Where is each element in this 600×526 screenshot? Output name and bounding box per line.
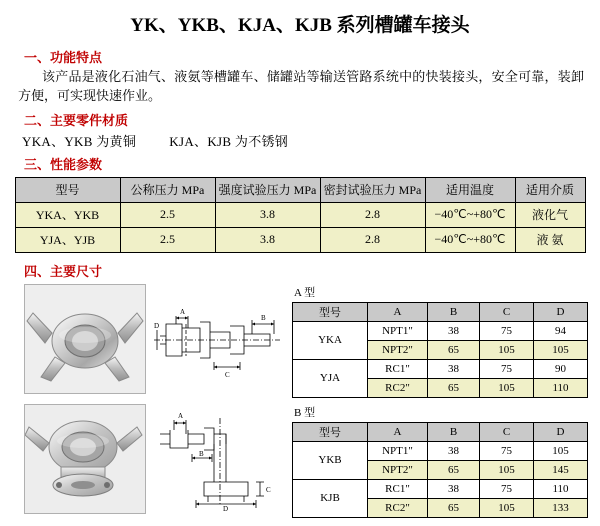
table-row	[293, 321, 588, 340]
material-line	[22, 131, 588, 150]
table-row	[15, 227, 585, 252]
material-text-b: KJA、KJB 为不锈钢	[169, 133, 289, 149]
dim-b-header-cell: D	[534, 422, 588, 441]
dim-a-cell: 105	[480, 340, 534, 359]
coupling-photo-type-b	[24, 404, 146, 514]
dim-a-header-cell: A	[368, 302, 428, 321]
dim-a-cell: 105	[534, 340, 588, 359]
dim-b-cell: 38	[428, 479, 480, 498]
dim-b-cell: RC1"	[368, 479, 428, 498]
dimension-table-b-wrap	[292, 404, 592, 518]
dim-a-cell: 110	[534, 378, 588, 397]
svg-text:A: A	[178, 411, 184, 420]
dim-b-cell: 105	[534, 441, 588, 460]
perf-header-cell: 密封试验压力 MPa	[320, 177, 425, 202]
dim-a-cell: 65	[428, 340, 480, 359]
dimension-table-b	[292, 422, 588, 518]
dim-b-cell: RC2"	[368, 498, 428, 517]
dim-b-header-cell: B	[428, 422, 480, 441]
coupling-drawing-type-a	[152, 284, 282, 392]
dimension-row-a	[12, 284, 588, 398]
dim-a-model-cell: YKA	[293, 321, 368, 359]
perf-cell: 3.8	[215, 202, 320, 227]
table-row	[293, 441, 588, 460]
dim-a-cell: 75	[480, 321, 534, 340]
dim-a-cell: NPT2"	[368, 340, 428, 359]
dim-a-header-cell: D	[534, 302, 588, 321]
table-header-row	[293, 422, 588, 441]
document-page	[0, 10, 600, 526]
dim-a-cell: 90	[534, 359, 588, 378]
dim-b-cell: 38	[428, 441, 480, 460]
dim-a-cell: 38	[428, 359, 480, 378]
perf-header-cell: 公称压力 MPa	[120, 177, 215, 202]
dimension-table-a	[292, 302, 588, 398]
dim-b-cell: 65	[428, 460, 480, 479]
dimension-table-a-label: A 型	[294, 286, 316, 299]
performance-table	[15, 177, 586, 253]
perf-cell: 液 氨	[515, 227, 585, 252]
coupling-drawing-type-b	[152, 404, 282, 512]
table-row	[293, 359, 588, 378]
perf-header-cell: 适用介质	[515, 177, 585, 202]
perf-cell: 2.8	[320, 202, 425, 227]
dimension-row-b	[12, 404, 588, 518]
dim-a-cell: 75	[480, 359, 534, 378]
dim-a-cell: 94	[534, 321, 588, 340]
dim-a-header-cell: B	[428, 302, 480, 321]
dim-b-header-cell: 型号	[293, 422, 368, 441]
svg-text:A: A	[180, 307, 186, 316]
dim-b-model-cell: YKB	[293, 441, 368, 479]
section-heading-material: 二、主要零件材质	[24, 112, 129, 128]
perf-cell: −40℃~+80℃	[425, 202, 515, 227]
perf-header-cell: 型号	[15, 177, 120, 202]
perf-cell: −40℃~+80℃	[425, 227, 515, 252]
dimension-table-b-label: B 型	[294, 406, 316, 419]
dim-b-cell: 75	[480, 441, 534, 460]
perf-cell: 3.8	[215, 227, 320, 252]
dim-b-cell: 110	[534, 479, 588, 498]
dim-a-model-cell: YJA	[293, 359, 368, 397]
section-heading-dimensions: 四、主要尺寸	[24, 263, 103, 279]
page-title: YK、YKB、KJA、KJB 系列槽罐车接头	[130, 15, 470, 36]
dim-b-cell: 65	[428, 498, 480, 517]
material-text-a: YKA、YKB 为黄铜	[22, 133, 137, 149]
dim-a-cell: NPT1"	[368, 321, 428, 340]
dimension-section	[12, 284, 588, 518]
dim-a-header-cell: 型号	[293, 302, 368, 321]
perf-cell: 2.8	[320, 227, 425, 252]
dim-b-cell: NPT2"	[368, 460, 428, 479]
dim-a-cell: RC1"	[368, 359, 428, 378]
perf-cell: 2.5	[120, 202, 215, 227]
table-row	[293, 479, 588, 498]
dim-a-cell: 38	[428, 321, 480, 340]
dim-b-model-cell: KJB	[293, 479, 368, 517]
dim-a-cell: 65	[428, 378, 480, 397]
dim-b-cell: 105	[480, 498, 534, 517]
perf-header-cell: 适用温度	[425, 177, 515, 202]
dim-b-header-cell: C	[480, 422, 534, 441]
dim-b-cell: 105	[480, 460, 534, 479]
svg-text:B: B	[199, 449, 204, 458]
table-header-row	[293, 302, 588, 321]
dim-b-cell: NPT1"	[368, 441, 428, 460]
perf-header-cell: 强度试验压力 MPa	[215, 177, 320, 202]
svg-text:C: C	[225, 370, 230, 379]
svg-text:D: D	[154, 321, 160, 330]
dim-b-cell: 133	[534, 498, 588, 517]
table-row	[15, 202, 585, 227]
coupling-photo-type-a	[24, 284, 146, 394]
table-header-row	[15, 177, 585, 202]
section-heading-features: 一、功能特点	[24, 50, 103, 65]
perf-cell: 2.5	[120, 227, 215, 252]
features-paragraph: 该产品是液化石油气、液氨等槽罐车、储罐站等输送管路系统中的快装接头，安全可靠，装卸方便，可实现快速作业。	[18, 69, 584, 103]
dimension-table-a-wrap	[292, 284, 592, 398]
svg-text:B: B	[261, 313, 266, 322]
svg-text:D: D	[223, 504, 229, 512]
dim-b-cell: 75	[480, 479, 534, 498]
perf-cell: 液化气	[515, 202, 585, 227]
svg-text:C: C	[266, 485, 271, 494]
perf-cell: YJA、YJB	[15, 227, 120, 252]
dim-a-cell: RC2"	[368, 378, 428, 397]
perf-cell: YKA、YKB	[15, 202, 120, 227]
dim-a-header-cell: C	[480, 302, 534, 321]
section-heading-performance: 三、性能参数	[24, 156, 103, 172]
dim-b-header-cell: A	[368, 422, 428, 441]
dim-a-cell: 105	[480, 378, 534, 397]
dim-b-cell: 145	[534, 460, 588, 479]
